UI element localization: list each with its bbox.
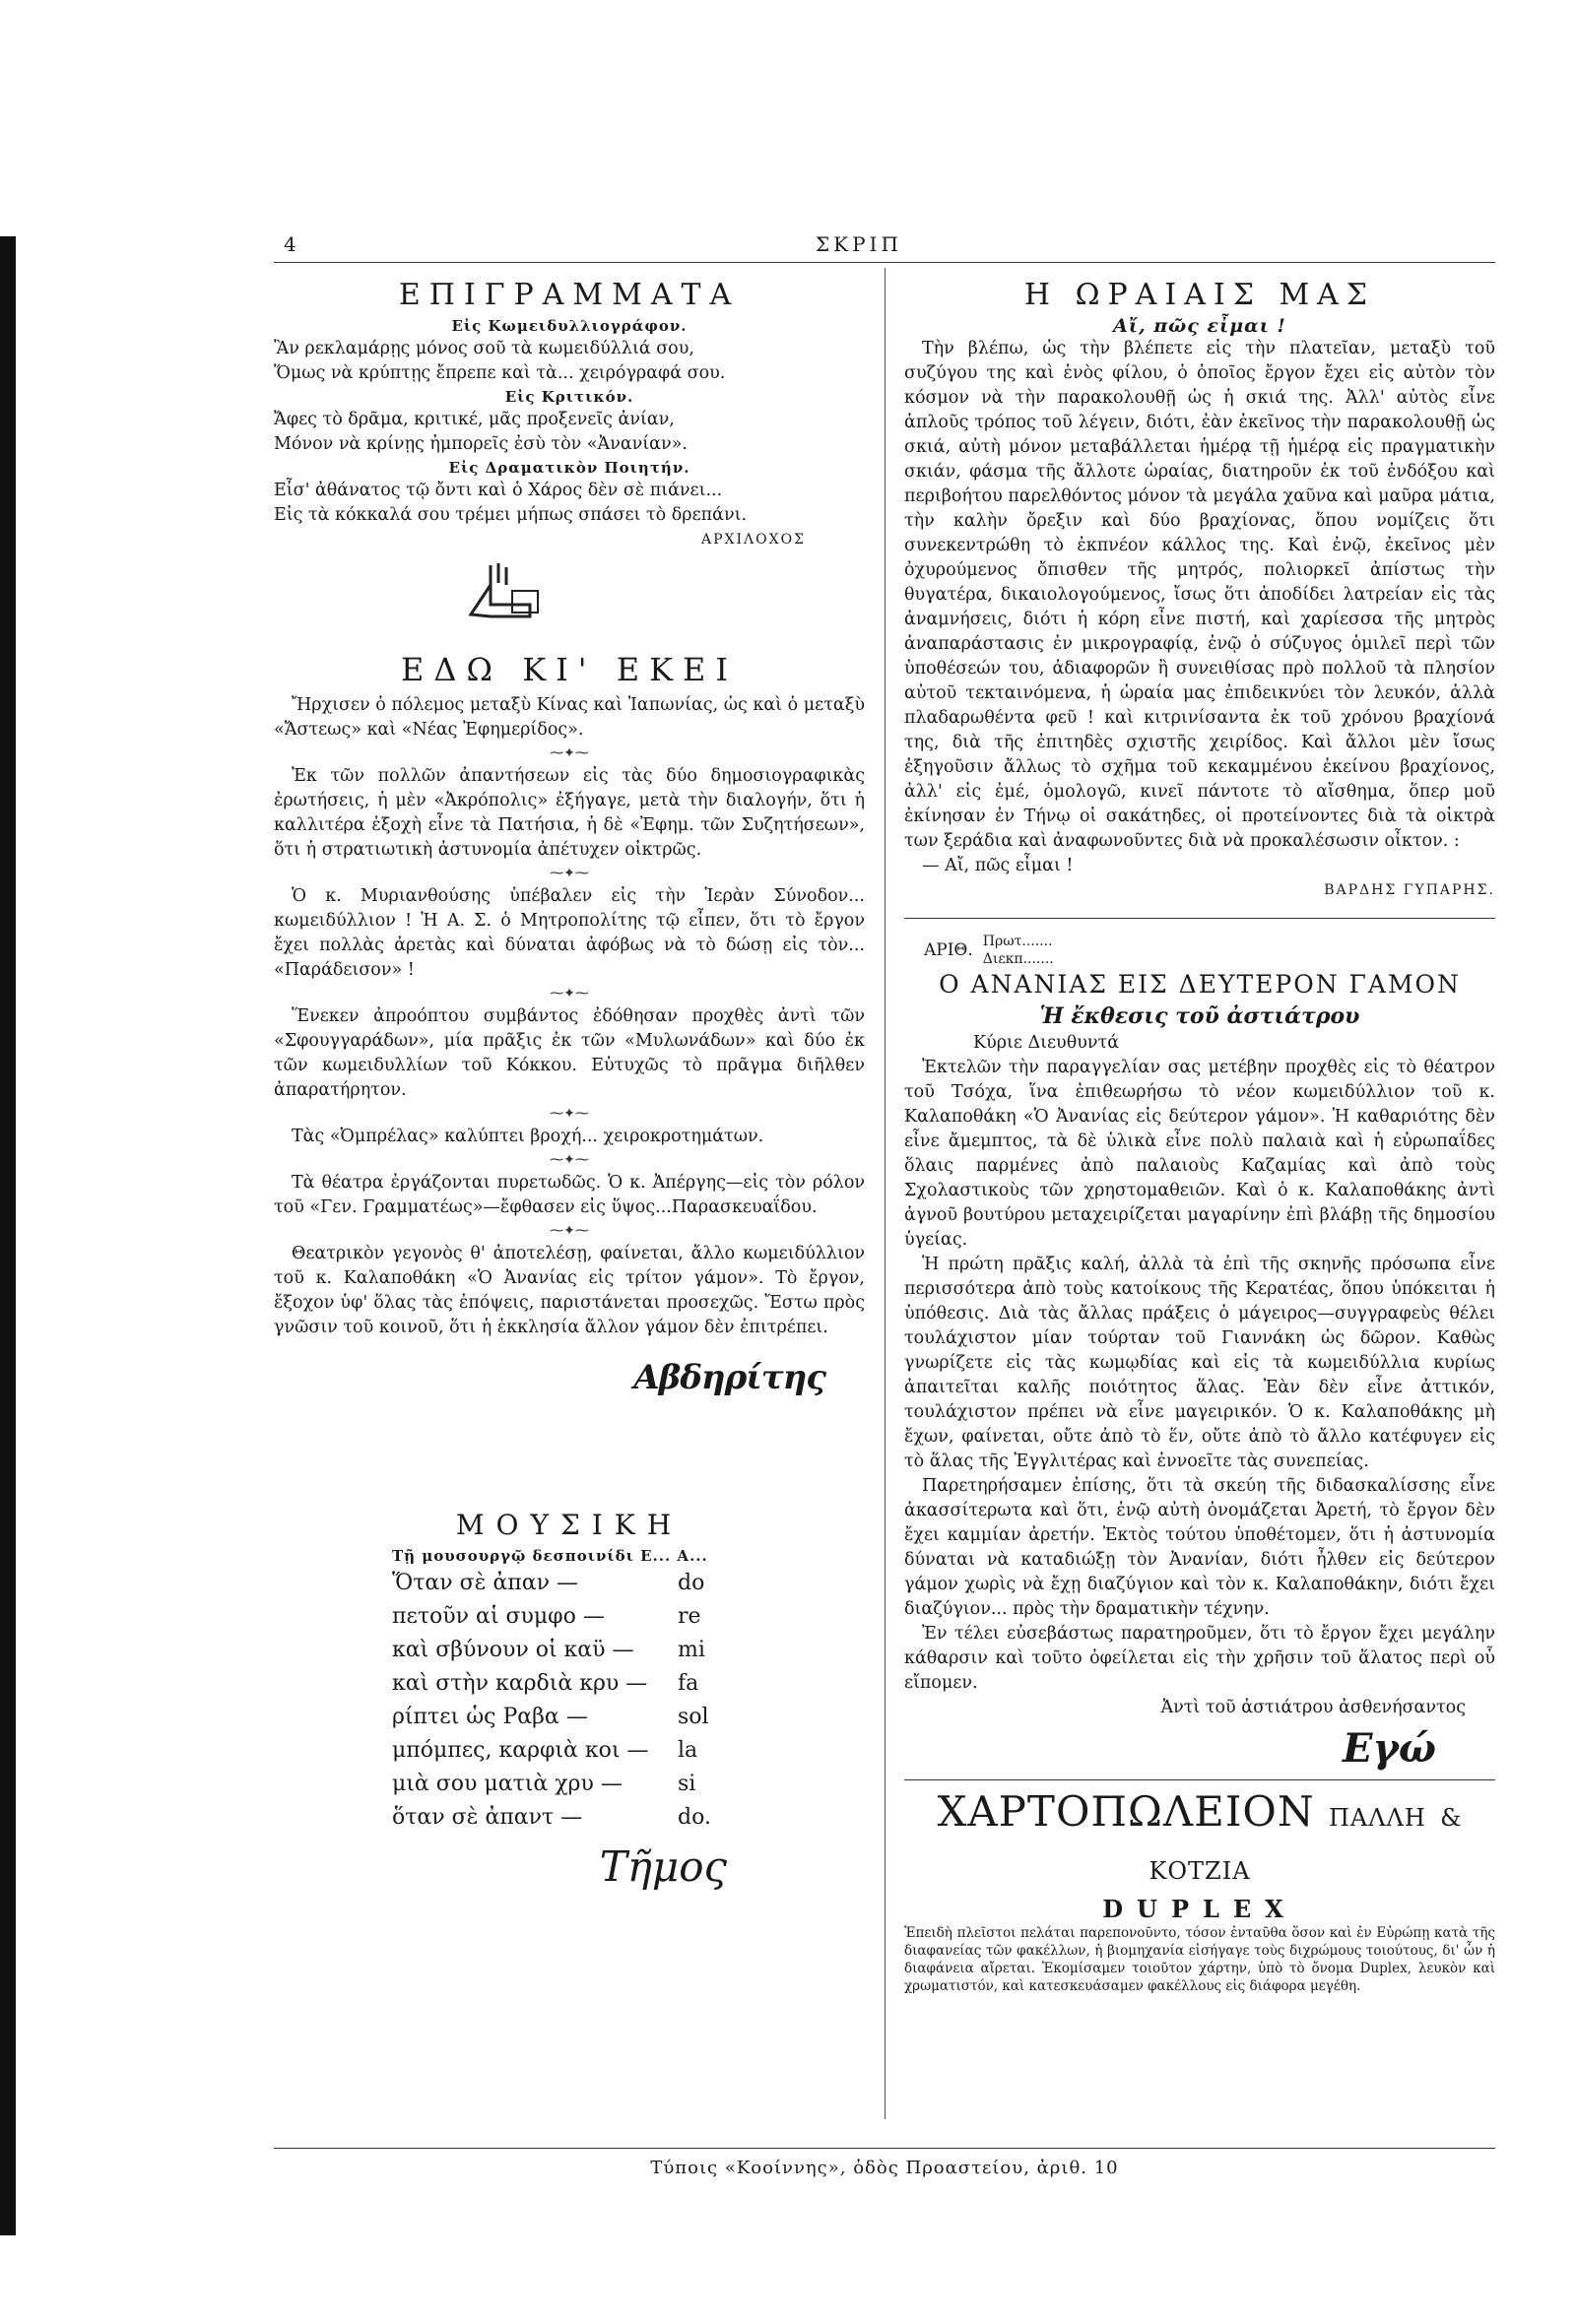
masthead-title: ΣΚΡΙΠ — [816, 232, 902, 256]
song-lyric: μιὰ σου ματιὰ χρυ — — [392, 1772, 623, 1796]
epigrams-signature: ΑΡΧΙΛΟΧΟΣ — [701, 532, 806, 548]
song-lyric: Ὅταν σὲ ἀπαν — — [392, 1571, 578, 1595]
epigram-line: Ὅμως νὰ κρύπτῃς ἔπρεπε καὶ τὰ... χειρόγραφά σου. — [274, 363, 726, 383]
oraiais-subtitle: Αἴ, πῶς εἶμαι ! — [1113, 315, 1286, 337]
right-column — [904, 276, 1495, 1995]
ad-word: ΠΑΛΛΗ — [1328, 1804, 1426, 1832]
epigram-heading: Εἰς Κωμειδυλλιογράφον. — [451, 317, 688, 335]
song-note: mi — [678, 1638, 705, 1662]
music-title: ΜΟΥΣΙΚΗ — [455, 1509, 684, 1541]
report-paragraph: Ἐν τέλει εὐσεβάστως παρατηροῦμεν, ὅτι τὸ ἔργον ἔχει μεγάλην κάθαρσιν καὶ τοῦτο ὀφείλεται εἰς τὴν χρῆσιν τοῦ ἅλατος περὶ οὗ εἴπομεν. — [904, 1624, 1495, 1693]
ad-brand: DUPLEX — [1102, 1895, 1297, 1923]
epigram-line: Μόνον νὰ κρίνῃς ἠμπορεῖς ἐσὺ τὸν «Ἀνανίαν». — [274, 434, 688, 454]
footer-rule — [274, 2148, 1495, 2149]
report-paragraph: Ἐκτελῶν τὴν παραγγελίαν σας μετέβην προχθὲς εἰς τὸ θέατρον τοῦ Τσόχα, ἵνα ἐπιθεωρήσω τὸ νέον κωμειδύλλιον τοῦ κ. Καλαποθάκη «Ὁ Ἀνανίας εἰς δεύτερον γάμον». Ἡ καθαριότης δὲν εἶνε ἄμεμπτος, τὰ δὲ ὑλικὰ εἶνε πολὺ παλαιὰ καὶ ἡ εὐρωπαΐδες ὅλαις παρμένες ἀπὸ παλαιοὺς Καζαμίας καὶ ἀπὸ τοὺς Σχολαστικοὺς τῶν χρηστομαθειῶν. Καὶ ὁ κ. Καλαποθάκης ἀντὶ ἁγνοῦ βουτύρου μεταχειρίζεται μαγαρίνην ἐπὶ βλάβῃ τῆς δημοσίου ὑγείας. — [904, 1058, 1495, 1250]
left-column — [274, 276, 865, 1891]
article-paragraph: — Αἴ, πῶς εἶμαι ! — [922, 856, 1074, 875]
news-item: Τὰ θέατρα ἐργάζονται πυρετωδῶς. Ὁ κ. Ἀπέργης—εἰς τὸν ρόλον τοῦ «Γεν. Γραμματέως»—ἔφθασεν εἰς ὕψος...Παρασκευαΐδου. — [274, 1173, 865, 1217]
ad-headline — [904, 1788, 1495, 1895]
column-rule — [885, 268, 886, 2119]
song-line — [392, 1600, 747, 1634]
song-lyric: ὅταν σὲ ἀπαντ — — [392, 1805, 583, 1830]
epigram-line: Εἰς τὰ κόκκαλά σου τρέμει μήπως σπάσει τὸ δρεπάνι. — [274, 505, 748, 525]
ornament-divider: ⁓✦⁓ — [550, 986, 589, 1001]
epigram-line: Ἄφες τὸ δρᾶμα, κριτικέ, μᾶς προξενεῖς ἀνίαν, — [274, 410, 675, 429]
song-lyric: πετοῦν αἱ συμφο — — [392, 1604, 605, 1629]
closing-line: Ἀντὶ τοῦ ἀστιάτρου ἀσθενήσαντος — [1160, 1698, 1466, 1717]
report-paragraph: Ἡ πρώτη πρᾶξις καλή, ἀλλὰ τὰ ἐπὶ τῆς σκηνῆς πρόσωπα εἶνε περισσότερα ἀπὸ τοὺς κατοίκους τῆς Κερατέας, ὅπου ὑπόκειται ἡ ὑπόθεσις. Διὰ τὰς ἄλλας πράξεις ὁ μάγειρος—συγγραφεὺς θέλει τουλάχιστον μίαν τούρταν τοῦ Γιαννάκη ὡς δῶρον. Καθὼς γνωρίζετε εἰς τὰς κωμῳδίας καὶ εἰς τὰ κωμειδύλλια κυρίως ἀπαιτεῖται καλῆς ποιότητος ἅλας. Ἐὰν δὲν εἶνε ἀττικόν, τουλάχιστον πρέπει νὰ εἶνε μαγειρικόν. Ὁ κ. Καλαποθάκης μὴ ἔχων, φαίνεται, οὔτε ἀπὸ τὸ ἕν, οὔτε ἀπὸ τὸ ἄλλο κατέφυγεν εἰς τὸ ἅλας τῆς Ἐγγλιτέρας καὶ ἐννοεῖτε τὰς συνεπείας. — [904, 1255, 1495, 1471]
song-line — [392, 1634, 747, 1667]
song-note: la — [678, 1738, 698, 1763]
newspaper-page — [274, 232, 1495, 2192]
news-item: Τὰς «Ὀμπρέλας» καλύπτει βροχή... χειροκροτημάτων. — [292, 1127, 764, 1146]
epigrams-section — [274, 276, 865, 551]
anania-subtitle: Ἡ ἔκθεσις τοῦ ἀστιάτρου — [1039, 1003, 1360, 1029]
report-paragraph: Παρετηρήσαμεν ἐπίσης, ὅτι τὰ σκεύη τῆς διδασκαλίσσης εἶνε ἀκασσίτερωτα καὶ ὅτι, ἐνῷ αὐτὴ ὀνομάζεται Ἀρετή, τὸ ἔργον δὲν ἔχει καμμίαν ἀρετήν. Ἐκτὸς τούτου ὑποθέτομεν, ὅτι ἡ ἀστυνομία δύναται νὰ καταδιώξῃ τὸν Ἀνανίαν, διότι ἦλθεν εἰς δεύτερον γάμον χωρὶς νὰ ἔχῃ διαζύγιον καὶ τὸν κ. Καλαποθάκην, διότι ἔχει διαζύγιον... πρὸς τὴν δραματικὴν τέχνην. — [904, 1476, 1495, 1619]
scan-edge — [0, 236, 16, 2235]
song-note: re — [678, 1604, 701, 1629]
song-note: do. — [678, 1805, 711, 1830]
oraiais-title: Η ΩΡΑΙΑΙΣ ΜΑΣ — [1023, 278, 1376, 312]
song-note: sol — [678, 1705, 709, 1729]
oraiais-signature: ΒΑΡΔΗΣ ΓΥΠΑΡΗΣ. — [1324, 882, 1495, 898]
song-note: fa — [678, 1671, 699, 1696]
ad-word: ΧΑΡΤΟΠΩΛΕΙΟΝ — [937, 1787, 1315, 1836]
edo-title: ΕΔΩ ΚΙ' ΕΚΕΙ — [401, 651, 738, 688]
oraiais-section — [904, 276, 1495, 902]
song-line — [392, 1734, 747, 1768]
ad-word: & ΚΟΤΖΙΑ — [1149, 1804, 1463, 1885]
news-item: Θεατρικὸν γεγονὸς θ' ἀποτελέσῃ, φαίνεται, ἄλλο κωμειδύλλιον τοῦ κ. Καλαποθάκη «Ὁ Ἀνανίας εἰς τρίτον γάμον». Τὸ ἔργον, ἔξοχον ὑφ' ὅλας τὰς ἐπόψεις, παριστάνεται προσεχῶς. Ἔστω πρὸς γνῶσιν τοῦ κοινοῦ, ὅτι ἡ ἐκκλησία ἄλλον γάμον δὲν ἐπιτρέπει. — [274, 1244, 865, 1337]
epigrams-title: ΕΠΙΓΡΑΜΜΑΤΑ — [398, 278, 741, 312]
song-note: si — [678, 1772, 696, 1796]
song-line — [392, 1768, 747, 1801]
running-header — [274, 232, 1495, 262]
edo-ki-ekei-section — [274, 650, 865, 1397]
article-paragraph: Τὴν βλέπω, ὡς τὴν βλέπετε εἰς τὴν πλατεῖαν, μεταξὺ τοῦ συζύγου της καὶ ἑνὸς φίλου, ὁ ὁποῖος ἔργον ἔχει εἰς αὐτὸν τὸν κόσμον νὰ τὴν παρακολουθῇ ὡς ἡ σκιά της. Ἀλλ' αὐτὸς εἶνε ἁπλοῦς τρόπος τοῦ λέγειν, διότι, ἐὰν ἐκεῖνος τὴν παρακολουθῇ ὡς σκιά, αὐτὴ μόνον μεταβάλλεται ἡμέρᾳ τῇ ἡμέρᾳ εἰς πραγματικὴν σκιάν, φάσμα τῆς ἄλλοτε ὡραίας, διατηροῦν ἐκ τοῦ ἐνδόξου καὶ περιβοήτου παρελθόντος μόνον τὰ μεγάλα χαῦνα καὶ μαῦρα μάτια, τὴν καλὴν ὄρεξιν καὶ δύο βραχίονας, ὅπου νομίζεις ὅτι συνεκεντρώθη τὸ ἐκπνέον κάλλος της. Καὶ ἐνῷ, ἐκεῖνος μὲν ὀχυρούμενος ὄπισθεν τῆς μητρός, πολιορκεῖ ἀπίστως τὴν θυγατέρα, δικαιολογούμενος, ἴσως ὅτι ἀποδίδει λατρείαν εἰς τὰς ἀναμνήσεις, διότι ἡ κόρη εἶνε πιστή, καὶ χαρίεσσα τῆς μητρὸς ἀναπαράστασις ἐν μικρογραφίᾳ, ἐνῷ ὁ σύζυγος ὁμιλεῖ περὶ τῶν ὑποθέσεών του, ἀδιαφορῶν ἢ συνειθίσας πρὸ πολλοῦ τὰ πλησίον αὐτοῦ τεκταινόμενα, ἡ ὡραία μας ἐπιδεικνύει τὸν λευκόν, ἀλλὰ πλαδαρωθέντα φεῦ ! καὶ κιτρινίσαντα ἐκ τοῦ χρόνου βραχίονά της, διὰ τῆς ἐπιτηδὲς σχιστῆς χειρίδος. Καὶ ἄλλοι μὲν ἴσως ἐξηγοῦσιν ἄλλως τὸ σχῆμα τοῦ κεκαμμένου ἐκείνου βραχίονος, ἀλλ' εἰς ἐμέ, ὁμολογῶ, κινεῖ πάντοτε τὸ αἴσθημα, ὅπερ μοῦ ἐκίνησαν ἐν Τήνῳ οἱ σακάτηδες, οἱ προτείνοντες διὰ τὰ οἰκτρὰ των ξεράδια καὶ ἀναφωνοῦντες διὰ νὰ προκαλέσωσιν οἶκτον. : — [904, 339, 1495, 851]
song-line — [392, 1567, 747, 1600]
page-number: 4 — [284, 232, 300, 256]
epigram-heading: Εἰς Κριτικόν. — [504, 388, 634, 406]
epigram-line: Εἶσ' ἀθάνατος τῷ ὄντι καὶ ὁ Χάρος δὲν σὲ πιάνει... — [274, 481, 723, 500]
ornament-divider: ⁓✦⁓ — [550, 1106, 589, 1122]
song-line — [392, 1701, 747, 1734]
ornament-divider: ⁓✦⁓ — [550, 866, 589, 881]
news-item: Ἤρχισεν ὁ πόλεμος μεταξὺ Κίνας καὶ Ἰαπωνίας, ὡς καὶ ὁ μεταξὺ «Ἄστεως» καὶ «Νέας Ἐφημερίδος». — [274, 695, 865, 740]
arith-prot: Πρωτ....... — [982, 934, 1053, 949]
song-line — [392, 1667, 747, 1701]
song-note: do — [678, 1571, 705, 1595]
header-rule — [274, 262, 1495, 263]
song-line — [392, 1801, 747, 1835]
news-item: Ὁ κ. Μυριανθούσης ὑπέβαλεν εἰς τὴν Ἱερὰν Σύνοδον... κωμειδύλλιον ! Ἡ Α. Σ. ὁ Μητροπολίτης τῷ εἶπεν, ὅτι τὸ ἔργον ἔχει πολλὰς ἀρετὰς καὶ δύναται ἀφόβως νὰ τὸ δώσῃ εἰς τὸν... «Παράδεισον» ! — [274, 886, 865, 980]
anania-section — [904, 933, 1495, 1772]
song-lines — [392, 1567, 747, 1835]
anania-title: Ο ΑΝΑΝΙΑΣ ΕΙΣ ΔΕΥΤΕΡΟΝ ΓΑΜΟΝ — [939, 970, 1461, 999]
timos-signature: Τῆμος — [599, 1842, 727, 1891]
epigram-line: Ἂν ρεκλαμάρῃς μόνος σοῦ τὰ κωμειδύλλιά σου, — [274, 339, 694, 358]
arith-diekp: Διεκπ....... — [982, 951, 1054, 967]
song-lyric: ρίπτει ὡς Ραβα — — [392, 1705, 588, 1729]
salutation: Κύριε Διευθυντά — [973, 1033, 1120, 1053]
news-item: Ἕνεκεν ἀπροόπτου συμβάντος ἐδόθησαν προχθὲς ἀντὶ τῶν «Σφουγγαράδων», μία πρᾶξις ἐκ τῶν «Μυλωνάδων» καὶ δύο ἐκ τῶν κωμειδυλλίων τοῦ Κόκκου. Εὐτυχῶς τὸ πρᾶγμα διῆλθεν ἀπαρατήρητον. — [274, 1006, 865, 1100]
ornament-divider: ⁓✦⁓ — [550, 1223, 589, 1239]
song-lyric: μπόμπες, καρφιὰ κοι — — [392, 1738, 649, 1763]
music-section — [274, 1506, 865, 1891]
hand-icon — [274, 551, 865, 650]
ornament-divider: ⁓✦⁓ — [550, 1152, 589, 1168]
duplex-ad — [904, 1788, 1495, 1995]
abdiritis-signature: Αβδηρίτης — [633, 1358, 825, 1397]
song-lyric: καὶ στὴν καρδιὰ κρυ — — [392, 1671, 648, 1696]
ornament-divider: ⁓✦⁓ — [550, 745, 589, 761]
news-item: Ἐκ τῶν πολλῶν ἀπαντήσεων εἰς τὰς δύο δημοσιογραφικὰς ἐρωτήσεις, ἡ μὲν «Ἀκρόπολις» ἐξήγαγε, μετὰ τὴν διαλογήν, ὅτι ἡ καλλιτέρα ἐξοχὴ εἶνε τὰ Πατήσια, ἡ δὲ «Ἐφημ. τῶν Συζητήσεων», ὅτι ἡ στρατιωτικὴ ἀστυνομία ἀπέτυχεν οἰκτρῶς. — [274, 766, 865, 860]
arith-block — [904, 933, 1495, 968]
printer-footer: Τύποις «Κοοίννης», ὁδὸς Προαστείου, ἀριθ. 10 — [650, 2158, 1119, 2178]
music-dedication: Τῇ μουσουργῷ δεσποινίδι Ε... Α... — [392, 1547, 708, 1565]
ego-signature: Εγώ — [1343, 1725, 1436, 1772]
epigram-heading: Εἰς Δραματικὸν Ποιητήν. — [448, 459, 690, 477]
section-rule — [904, 918, 1495, 919]
section-rule — [904, 1779, 1495, 1780]
song-lyric: καὶ σβύνουν οἱ καϋ — — [392, 1638, 634, 1662]
arith-label: ΑΡΙΘ. — [924, 940, 973, 960]
ad-text: Ἐπειδὴ πλεῖστοι πελάται παρεπονοῦντο, τόσον ἐνταῦθα ὅσον καὶ ἐν Εὐρώπῃ κατὰ τῆς διαφανείας τῶν φακέλλων, ἡ βιομηχανία εἰσήγαγε τοὺς διχρώμους τοιούτους, δι' ὧν ἡ διαφάνεια αἴρεται. Ἐκομίσαμεν τοιοῦτον χάρτην, ὑπὸ τὸ ὄνομα Duplex, λευκὸν καὶ χρωματιστόν, καὶ κατεσκευάσαμεν φακέλλους εἰς διάφορα μεγέθη. — [904, 1925, 1495, 1994]
